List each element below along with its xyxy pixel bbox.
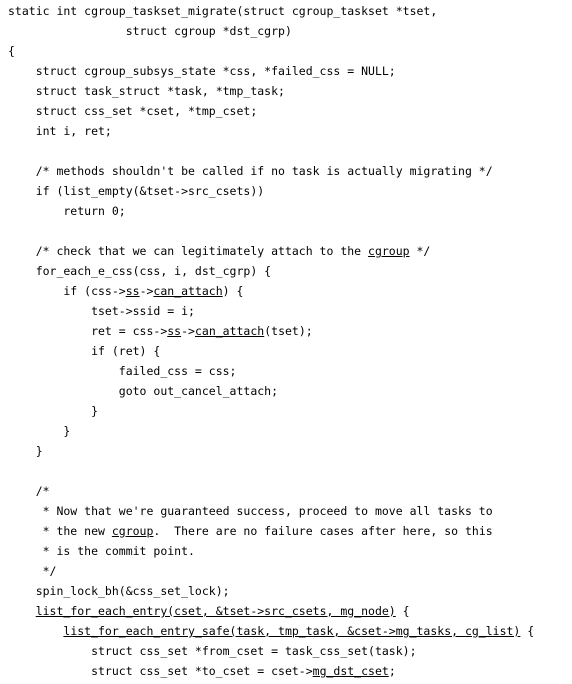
code-token: goto out_cancel_attach; <box>8 384 279 398</box>
code-token: ) { <box>222 284 244 298</box>
code-line <box>8 461 534 481</box>
code-link-token[interactable]: mg_dst_cset <box>312 664 389 678</box>
code-line <box>8 21 534 41</box>
code-listing <box>8 0 534 681</box>
code-token: * the new <box>8 524 112 538</box>
code-line <box>8 421 534 441</box>
code-line <box>8 261 534 281</box>
code-link-token[interactable]: can_attach <box>194 324 265 338</box>
code-token: } <box>8 424 71 438</box>
code-link-token[interactable]: cgroup <box>368 244 410 258</box>
code-token <box>8 624 63 638</box>
code-token: return 0; <box>8 204 126 218</box>
code-token: (tset); <box>264 324 313 338</box>
code-line <box>8 241 534 261</box>
code-line <box>8 161 534 181</box>
code-line <box>8 441 534 461</box>
code-link-token[interactable]: ss <box>125 284 140 298</box>
code-token: if (ret) { <box>8 344 161 358</box>
code-token: } <box>8 404 99 418</box>
code-token: -> <box>181 324 195 338</box>
code-token: -> <box>139 284 154 298</box>
code-token: for_each_e_css(css, i, dst_cgrp) { <box>8 264 272 278</box>
code-line <box>8 301 534 321</box>
code-token: struct css_set *from_cset = task_css_set(task); <box>8 644 417 658</box>
code-token: { <box>8 44 15 58</box>
code-token: spin_lock_bh(&css_set_lock); <box>8 584 230 598</box>
code-line <box>8 501 534 521</box>
code-token: /* <box>8 484 50 498</box>
code-token: /* methods shouldn't be called if no task is actually migrating */ <box>8 164 493 178</box>
code-line <box>8 481 534 501</box>
code-line <box>8 541 534 561</box>
code-line <box>8 641 534 661</box>
code-line <box>8 581 534 601</box>
code-link-token[interactable]: cgroup <box>111 524 154 538</box>
code-line <box>8 121 534 141</box>
code-token: struct cgroup *dst_cgrp) <box>8 24 292 38</box>
code-line <box>8 661 534 681</box>
code-token: } <box>8 444 43 458</box>
code-token: * is the commit point. <box>8 544 195 558</box>
code-line <box>8 141 534 161</box>
code-line <box>8 81 534 101</box>
code-token: * Now that we're guaranteed success, proceed to move all tasks to <box>8 504 493 518</box>
code-line <box>8 521 534 541</box>
code-line <box>8 621 534 641</box>
code-token: ; <box>388 664 396 678</box>
code-token: ret = css-> <box>8 324 168 338</box>
code-line <box>8 1 534 21</box>
code-line <box>8 221 534 241</box>
code-line <box>8 281 534 301</box>
code-line <box>8 361 534 381</box>
code-token: tset->ssid = i; <box>8 304 195 318</box>
code-token: struct css_set *cset, *tmp_cset; <box>8 104 258 118</box>
code-token: struct task_struct *task, *tmp_task; <box>8 84 285 98</box>
code-line <box>8 181 534 201</box>
code-token: struct css_set *to_cset = cset-> <box>8 664 313 678</box>
code-line <box>8 381 534 401</box>
code-line <box>8 341 534 361</box>
code-line <box>8 201 534 221</box>
code-token: . There are no failure cases after here, so this <box>153 524 493 538</box>
code-line <box>8 601 534 621</box>
code-link-token[interactable]: list_for_each_entry_safe(task, tmp_task, &cset->mg_tasks, cg_list) <box>63 624 521 638</box>
code-line <box>8 61 534 81</box>
code-link-token[interactable]: can_attach <box>153 284 223 298</box>
code-line <box>8 101 534 121</box>
code-token: */ <box>8 564 57 578</box>
code-token: { <box>395 604 410 618</box>
code-token: */ <box>409 244 431 258</box>
code-token: int i, ret; <box>8 124 112 138</box>
code-link-token[interactable]: ss <box>167 324 182 338</box>
code-token: static int cgroup_taskset_migrate(struct cgroup_taskset *tset, <box>8 4 438 18</box>
code-token: struct cgroup_subsys_state *css, *failed_css = NULL; <box>8 64 396 78</box>
code-token: /* check that we can legitimately attach to the <box>8 244 369 258</box>
code-token: if (list_empty(&tset->src_csets)) <box>8 184 265 198</box>
code-line <box>8 561 534 581</box>
code-token: failed_css = css; <box>8 364 237 378</box>
code-token <box>8 604 36 618</box>
code-line <box>8 321 534 341</box>
code-link-token[interactable]: list_for_each_entry(cset, &tset->src_csets, mg_node) <box>35 604 396 618</box>
code-line <box>8 401 534 421</box>
code-line <box>8 41 534 61</box>
code-token: { <box>520 624 535 638</box>
code-token: if (css-> <box>8 284 126 298</box>
